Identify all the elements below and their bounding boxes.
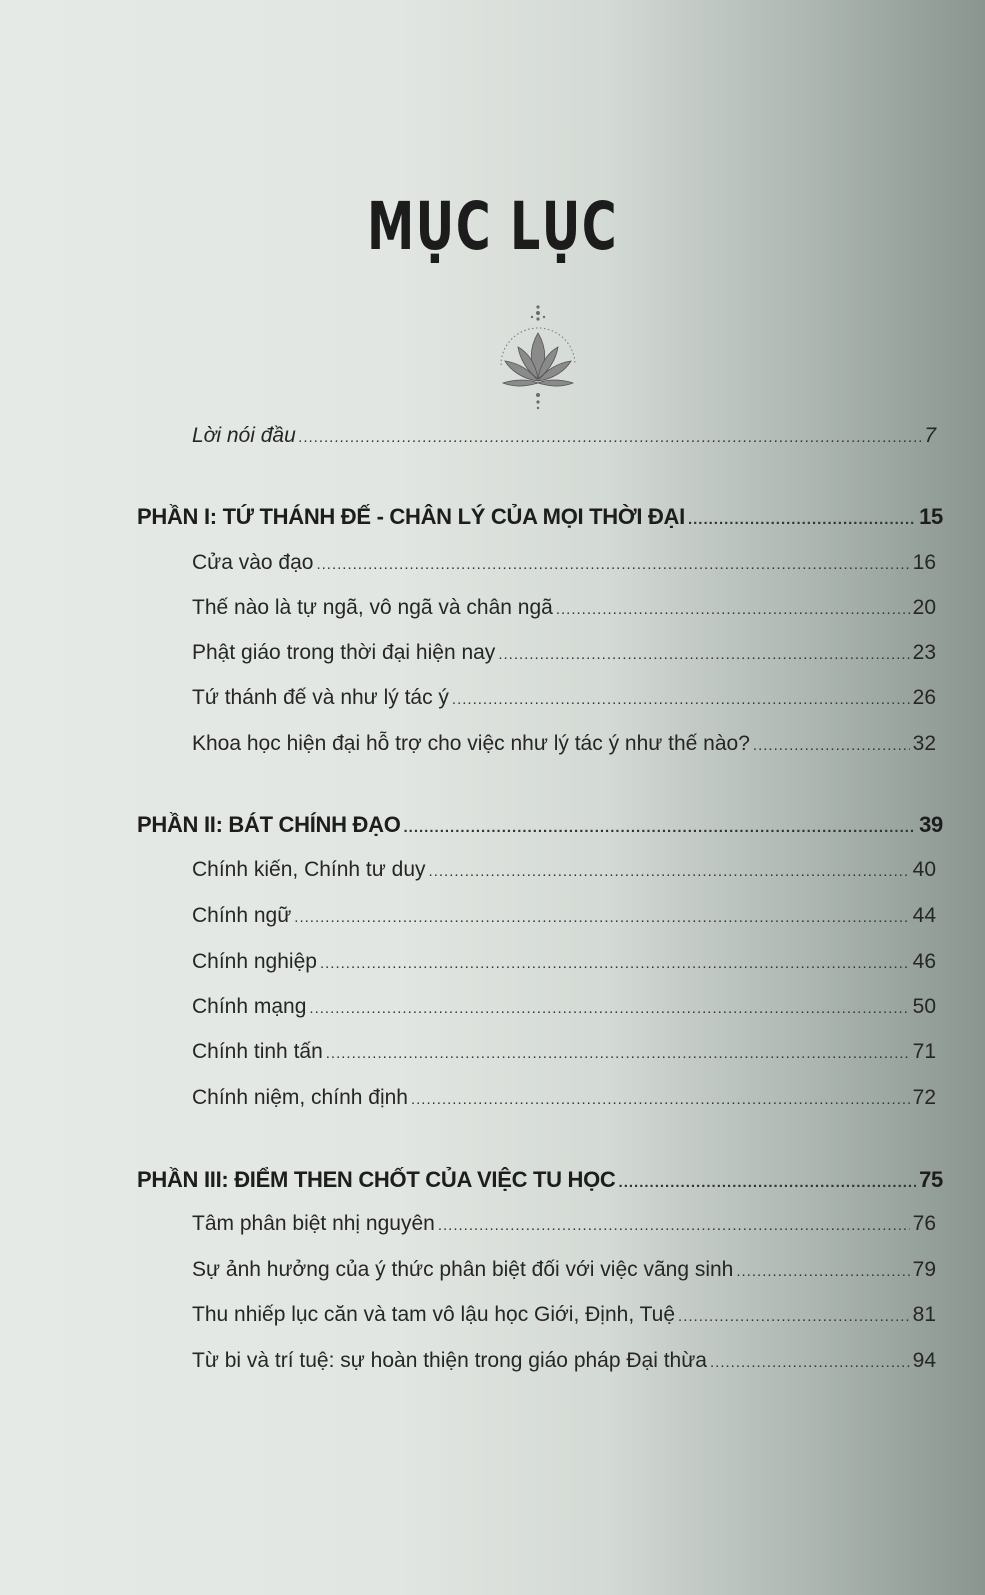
entry-label: Chính tinh tấn [192, 1040, 323, 1063]
toc-entry[interactable] [192, 1303, 936, 1327]
part-label: PHẦN II: BÁT CHÍNH ĐẠO [137, 812, 401, 837]
dot-leader [619, 1174, 917, 1191]
dot-leader [429, 863, 910, 880]
toc-entry[interactable] [192, 1040, 936, 1064]
entry-page: 94 [912, 1349, 936, 1372]
entry-label: Chính ngữ [192, 904, 292, 927]
dot-leader [299, 429, 922, 446]
dot-leader [309, 1000, 909, 1017]
dot-leader [316, 556, 909, 573]
entry-page: 16 [912, 551, 936, 574]
dot-leader [320, 955, 910, 972]
dot-leader [438, 1217, 910, 1234]
dot-leader [326, 1045, 910, 1062]
entry-label: Từ bi và trí tuệ: sự hoàn thiện trong giáo pháp Đại thừa [192, 1349, 707, 1372]
dot-leader [411, 1091, 910, 1108]
entry-label: Chính kiến, Chính tư duy [192, 858, 426, 881]
toc-entry[interactable] [192, 732, 936, 756]
page-title: MỤC LỤC [366, 188, 619, 265]
entry-page: 44 [912, 904, 936, 927]
entry-page: 50 [912, 995, 936, 1018]
toc-part-1[interactable] [137, 504, 943, 530]
entry-page: 7 [924, 424, 936, 447]
toc-part-3[interactable] [137, 1167, 943, 1193]
dot-leader [404, 819, 917, 836]
toc-entry[interactable] [192, 1212, 936, 1236]
entry-label: Thế nào là tự ngã, vô ngã và chân ngã [192, 596, 553, 619]
entry-label: Phật giáo trong thời đại hiện nay [192, 641, 496, 664]
entry-page: 72 [912, 1086, 936, 1109]
toc-entry[interactable] [192, 551, 936, 575]
dot-leader [710, 1354, 910, 1371]
part-page: 39 [919, 812, 943, 837]
entry-label: Cửa vào đạo [192, 551, 314, 574]
entry-label: Khoa học hiện đại hỗ trợ cho việc như lý tác ý như thế nào? [192, 732, 750, 755]
toc-entry[interactable] [192, 1258, 936, 1282]
dot-leader [736, 1263, 909, 1280]
dot-leader [452, 691, 910, 708]
dot-leader [498, 646, 909, 663]
toc-entry[interactable] [192, 596, 936, 620]
entry-page: 76 [912, 1212, 936, 1235]
toc-entry[interactable] [192, 995, 936, 1019]
entry-page: 79 [912, 1258, 936, 1281]
part-page: 15 [919, 504, 943, 529]
part-label: PHẦN III: ĐIỂM THEN CHỐT CỦA VIỆC TU HỌC [137, 1167, 616, 1192]
entry-label: Chính mạng [192, 995, 307, 1018]
toc-entry[interactable] [192, 950, 936, 974]
entry-page: 32 [912, 732, 936, 755]
entry-label: Thu nhiếp lục căn và tam vô lậu học Giới, Định, Tuệ [192, 1303, 676, 1326]
entry-label: Tứ thánh đế và như lý tác ý [192, 686, 449, 709]
entry-page: 20 [912, 596, 936, 619]
entry-page: 26 [912, 686, 936, 709]
dot-leader [294, 909, 909, 926]
entry-label: Tâm phân biệt nhị nguyên [192, 1212, 435, 1235]
part-label: PHẦN I: TỨ THÁNH ĐẾ - CHÂN LÝ CỦA MỌI THỜI ĐẠI [137, 504, 685, 529]
dot-leader [678, 1308, 910, 1325]
toc-part-2[interactable] [137, 812, 943, 838]
dot-leader [556, 601, 910, 618]
entry-page: 46 [912, 950, 936, 973]
toc-entry[interactable] [192, 904, 936, 928]
entry-page: 40 [912, 858, 936, 881]
dot-leader [688, 511, 916, 528]
dot-leader [753, 737, 910, 754]
toc-entry[interactable] [192, 641, 936, 665]
toc-entry[interactable] [192, 858, 936, 882]
toc-entry[interactable] [192, 1349, 936, 1373]
toc-entry[interactable] [192, 686, 936, 710]
toc-entry[interactable] [192, 1086, 936, 1110]
entry-label: Lời nói đầu [192, 424, 296, 447]
entry-page: 81 [912, 1303, 936, 1326]
entry-label: Sự ảnh hưởng của ý thức phân biệt đối với việc vãng sinh [192, 1258, 734, 1281]
entry-page: 23 [912, 641, 936, 664]
part-page: 75 [919, 1167, 943, 1192]
entry-label: Chính nghiệp [192, 950, 317, 973]
toc-entry-preface[interactable] [192, 424, 936, 448]
lotus-icon [493, 303, 583, 418]
entry-page: 71 [912, 1040, 936, 1063]
entry-label: Chính niệm, chính định [192, 1086, 408, 1109]
